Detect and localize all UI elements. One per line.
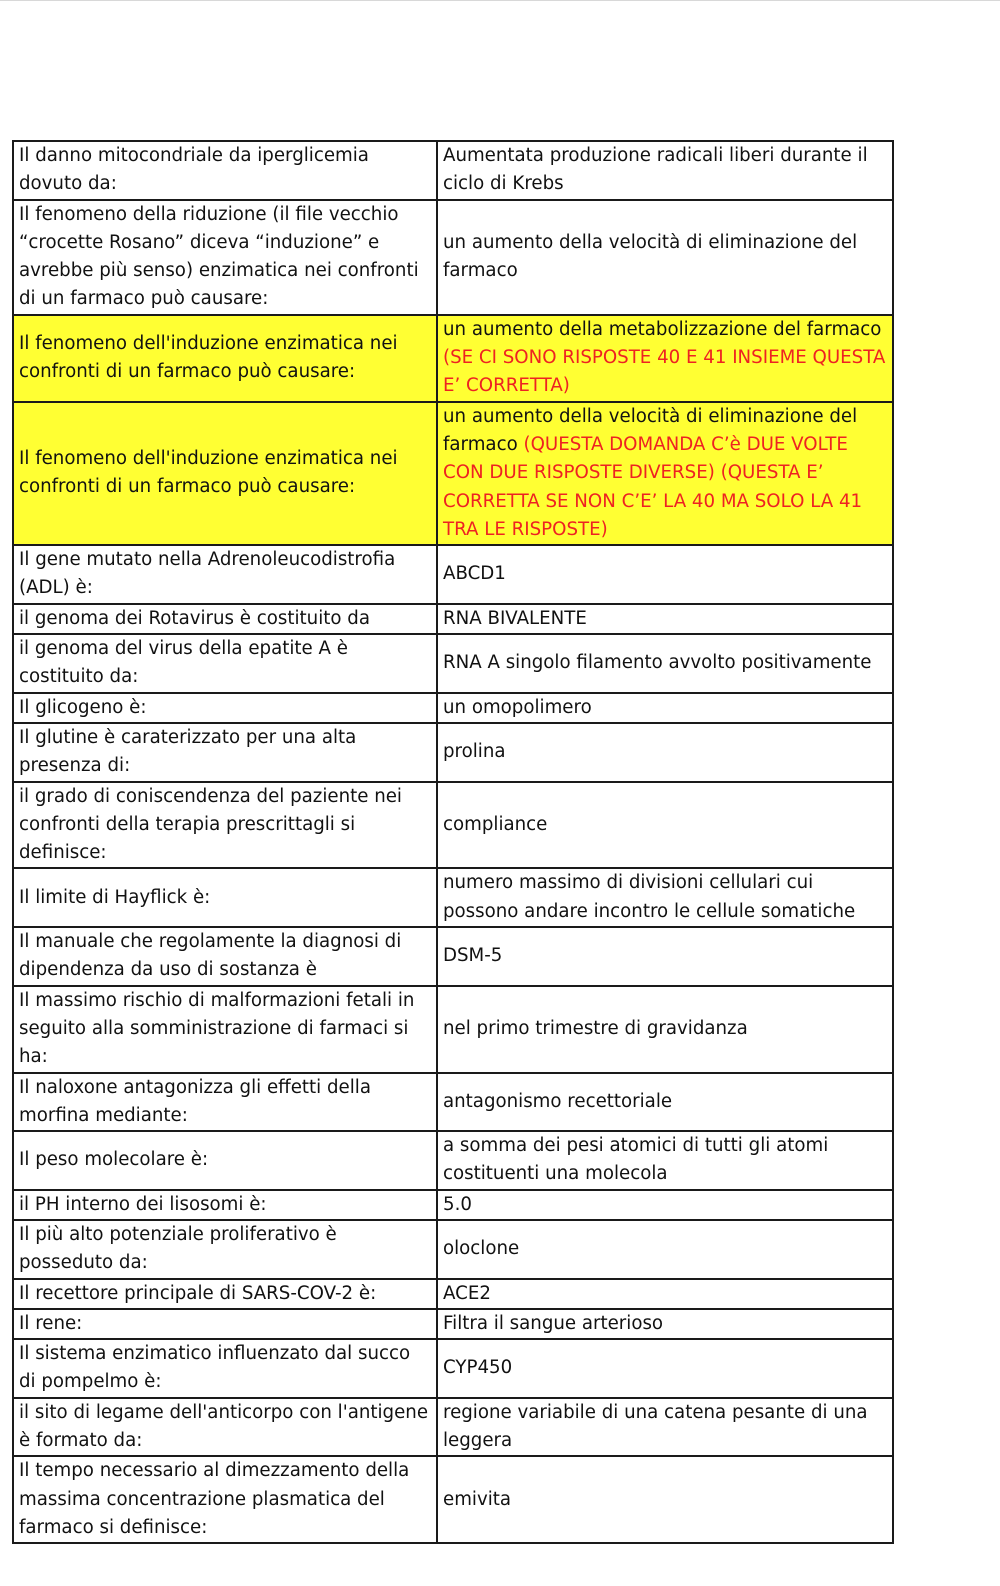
question-cell: Il massimo rischio di malformazioni fetali in seguito alla somministrazione di farmaci si ha: bbox=[13, 986, 437, 1073]
answer-cell: RNA A singolo filamento avvolto positivamente bbox=[437, 634, 893, 693]
table-row bbox=[13, 1131, 893, 1190]
question-cell: Il gene mutato nella Adrenoleucodistrofia (ADL) è: bbox=[13, 545, 437, 604]
answer-cell: RNA BIVALENTE bbox=[437, 604, 893, 634]
answer-cell: numero massimo di divisioni cellulari cui possono andare incontro le cellule somatiche bbox=[437, 868, 893, 927]
table-row bbox=[13, 604, 893, 634]
question-cell: Il più alto potenziale proliferativo è posseduto da: bbox=[13, 1220, 437, 1279]
answer-cell: antagonismo recettoriale bbox=[437, 1073, 893, 1132]
table-row bbox=[13, 1309, 893, 1339]
table-row bbox=[13, 1279, 893, 1309]
question-cell: Il glutine è caraterizzato per una alta presenza di: bbox=[13, 723, 437, 782]
answer-cell: ABCD1 bbox=[437, 545, 893, 604]
table-row bbox=[13, 634, 893, 693]
answer-note: (SE CI SONO RISPOSTE 40 E 41 INSIEME QUESTA E’ CORRETTA) bbox=[443, 347, 886, 397]
answer-cell bbox=[437, 315, 893, 402]
table-row bbox=[13, 1456, 893, 1543]
answer-cell: Aumentata produzione radicali liberi durante il ciclo di Krebs bbox=[437, 141, 893, 200]
answer-text: un aumento della velocità di eliminazione del farmaco bbox=[443, 405, 858, 455]
question-cell: Il recettore principale di SARS-COV-2 è: bbox=[13, 1279, 437, 1309]
question-cell: Il rene: bbox=[13, 1309, 437, 1339]
answer-cell: prolina bbox=[437, 723, 893, 782]
table-row bbox=[13, 1339, 893, 1398]
answer-cell: nel primo trimestre di gravidanza bbox=[437, 986, 893, 1073]
table-row bbox=[13, 1190, 893, 1220]
question-cell: Il limite di Hayflick è: bbox=[13, 868, 437, 927]
question-cell: il grado di coniscendenza del paziente nei confronti della terapia prescrittagli si definisce: bbox=[13, 782, 437, 869]
answer-text: un aumento della metabolizzazione del farmaco bbox=[443, 318, 882, 340]
question-cell: Il glicogeno è: bbox=[13, 693, 437, 723]
table-row bbox=[13, 693, 893, 723]
table-row bbox=[13, 927, 893, 986]
table-row bbox=[13, 1398, 893, 1457]
answer-cell: un aumento della velocità di eliminazione del farmaco bbox=[437, 200, 893, 315]
question-cell: Il manuale che regolamente la diagnosi di dipendenza da uso di sostanza è bbox=[13, 927, 437, 986]
table-row bbox=[13, 723, 893, 782]
question-cell: Il fenomeno della riduzione (il file vecchio “crocette Rosano” diceva “induzione” e avrebbe più senso) enzimatica nei confronti di un farmaco può causare: bbox=[13, 200, 437, 315]
table-row bbox=[13, 1073, 893, 1132]
answer-cell: a somma dei pesi atomici di tutti gli atomi costituenti una molecola bbox=[437, 1131, 893, 1190]
table-row bbox=[13, 545, 893, 604]
question-cell: il PH interno dei lisosomi è: bbox=[13, 1190, 437, 1220]
answer-cell: Filtra il sangue arterioso bbox=[437, 1309, 893, 1339]
table-row bbox=[13, 986, 893, 1073]
question-cell: Il fenomeno dell'induzione enzimatica nei confronti di un farmaco può causare: bbox=[13, 402, 437, 545]
table-row-highlighted bbox=[13, 402, 893, 545]
answer-note: (QUESTA DOMANDA C’è DUE VOLTE CON DUE RISPOSTE DIVERSE) (QUESTA E’ CORRETTA SE NON C’E’ LA 40 MA SOLO LA 41 TRA LE RISPOSTE) bbox=[443, 433, 863, 540]
answer-cell: CYP450 bbox=[437, 1339, 893, 1398]
answer-cell: un omopolimero bbox=[437, 693, 893, 723]
answer-cell: 5.0 bbox=[437, 1190, 893, 1220]
question-cell: Il peso molecolare è: bbox=[13, 1131, 437, 1190]
question-cell: il genoma dei Rotavirus è costituito da bbox=[13, 604, 437, 634]
question-cell: Il sistema enzimatico influenzato dal succo di pompelmo è: bbox=[13, 1339, 437, 1398]
answer-cell: emivita bbox=[437, 1456, 893, 1543]
answer-cell: compliance bbox=[437, 782, 893, 869]
table-row-highlighted bbox=[13, 315, 893, 402]
table-row bbox=[13, 782, 893, 869]
question-cell: il genoma del virus della epatite A è costituito da: bbox=[13, 634, 437, 693]
table-row bbox=[13, 141, 893, 200]
table-row bbox=[13, 200, 893, 315]
answer-cell bbox=[437, 402, 893, 545]
top-divider bbox=[0, 0, 1000, 1]
question-cell: il sito di legame dell'anticorpo con l'antigene è formato da: bbox=[13, 1398, 437, 1457]
table-row bbox=[13, 1220, 893, 1279]
answer-cell: DSM-5 bbox=[437, 927, 893, 986]
answer-cell: regione variabile di una catena pesante di una leggera bbox=[437, 1398, 893, 1457]
question-cell: Il fenomeno dell'induzione enzimatica nei confronti di un farmaco può causare: bbox=[13, 315, 437, 402]
qa-table bbox=[12, 140, 894, 1544]
answer-cell: oloclone bbox=[437, 1220, 893, 1279]
question-cell: Il tempo necessario al dimezzamento della massima concentrazione plasmatica del farmaco si definisce: bbox=[13, 1456, 437, 1543]
question-cell: Il naloxone antagonizza gli effetti della morfina mediante: bbox=[13, 1073, 437, 1132]
answer-cell: ACE2 bbox=[437, 1279, 893, 1309]
table-row bbox=[13, 868, 893, 927]
question-cell: Il danno mitocondriale da iperglicemia dovuto da: bbox=[13, 141, 437, 200]
